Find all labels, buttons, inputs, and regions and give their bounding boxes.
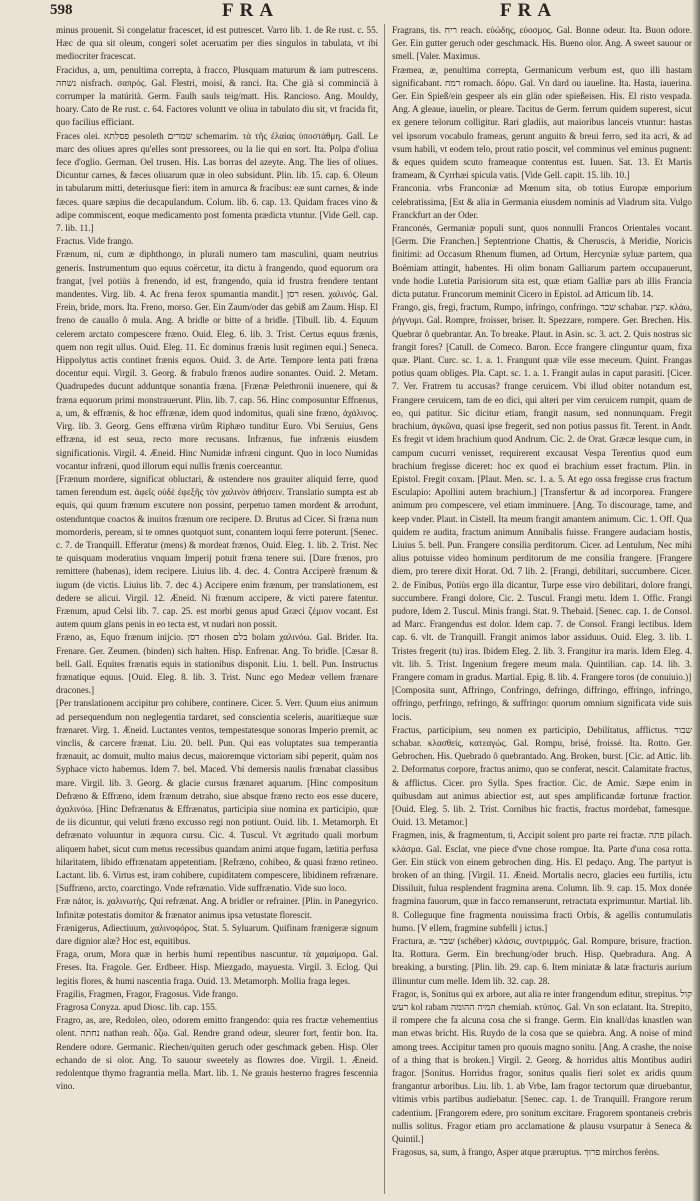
- entry-fracidus: Fracidus, a, um, penultima correpta, à fracco, Plusquam maturum & iam putrescens. נשחה nisfrach. σαπρός. Gal. Flestri, moisi, & ranci. Ita. Che già si comminciä à corrumper la matúrità. Germ. Faulh sauls teig/matt. His. Rancioso. Ang. Mouldy, hoary. Cato de Re rust. c. 64. Factores voluntt ve oliua in tabulato diu sit, vt fracida fit, quo facilius efficiant.: [56, 64, 378, 128]
- entry-fragosus: Fragosus, sa, sum, à frango, Asper atque præruptus. פרוך mirchos ferèns.: [392, 1147, 660, 1158]
- entry-frænum: Frænum, ni, cum æ diphthongo, in plurali numero tam masculini, quam neutrius generis. Instrumentum quo equus coërcetur, ita dictu à frangendo, quod equorum ora frangat, [vel potiùs à frenendo, id est, frangendo, quia id frustra frendere tentant mandentes. Virg. lib. 4. Ac frena ferox spumantia mandit.] רסן resen. χαλινός. Gal. Frein, bride, mors. Ita. Freno, morso. Ger. Ein Zaum/oder das gebiß am Zaum. Hisp. El freno de cauallo ô mula. Ang. A bridle or bitte of a bridle. [Tibull. lib. 4. Equum celerem arctato compescere fræno. Ouid. Eleg. 6. lib. 3. Trist. Certus equus frænis, quem non regit ullus. Ouid. Eleg. 11. Ec dominus frænis lusit regimen equi.] Seneca. Hippolytus actis continet frænis equos. Ouid. 3. de Arte. Tempore lenta pati fræna docentur equi. Virgil. 3. Georg. & frabulo frænos audire sonantes. Ouid. 2. Metam. Quadrupedes ducunt adduntque sonantia fræna. [Frænæ Pelethronii inuenere, qui & fræna equorum primi monstrauerunt. Plin. lib. 7. cap. 56. Hinc composuntur Effrænus, a, um, & effrænis, & hoc effrænæ, idem quod indomitus, quali sine fræno, ἀχάλινος. Virg. lib. 3. Georg. Gens effræna virûm Riphæo tunditur Euro. Vbi Seruius, Gens effræna, id est seua, recto more recusans. Infrænus, fue infrænis eiusdem significationis. Virgil. 4. Æneid. Hinc Numidæ infræni cingunt. Quo in loco Numidas vocantur infræni, quod illorum equi nullis frænis coerceantur.: [56, 249, 378, 471]
- running-head-left: FRA: [222, 0, 280, 21]
- right-column: [392, 24, 692, 1196]
- entry-fragrosa: Fragrosa Conyza. apud Diosc. lib. cap. 155.: [56, 1002, 218, 1013]
- entry-fragro: Fragro, as, are, Redoleo, oleo, odorem emitto frangendo: quia res fractæ vehementius olent. נחתה nathan reah. ὄζω. Gal. Rendre grand odeur, sleurer fort, fentir bon. Ita. Rendere odore. Germanic. Riechen/quiten geruch oder geschmack geben. Hisp. Oler echando de si olor. Ang. To sauour sweetely as flowres doe. Virgil. 1. Æneid. redolentque thymo fragrantia mella. Mart. lib. 1. Ne grauis hesterno fragres fescennia vino.: [56, 1015, 378, 1092]
- entry-minus: minus prouenit. Si congelatur fracescet, id est putrescet. Varro lib. 1. de Re rust. c. 55. Hæc de qua sit oleum, congeri solet aceruatim per dies singulos in tabulata, vt ibi mediocriter fracescat.: [56, 25, 378, 62]
- entry-fraga: Fraga, orum, Mora quæ in herbis humi repentibus nascuntur. τὰ χαμαίμορα. Gal. Freses. Ita. Fragole. Ger. Erdbeer. Hisp. Miezgado, mayuesta. Virgil. 3. Eclog. Qui legitis flores, & humi nascentia fraga. Ouid. 13. Metamorph. Mollia fraga leges.: [56, 949, 378, 986]
- entry-fractus-participium: Fractus, participium, seu nomen ex participio, Debilitatus, afflictus. שבור schabar. κλασθείς, κατεαγώς. Gal. Rompu, brisé, froissé. Ita. Rotto. Ger. Gebrochen. His. Quebrado ô quebrantado. Ang. Broken, burst. [Cic. ad Attic. lib. 2. Deformatus corpore, fractus animo, quo se conferat, nescit. Calamitate fractus, & afflictus. Cicer. pro Sylla. Spes fractior. Cic. de Amic. Sæpe enim in quibusdam aut animus abiectior est, aut spes amplificandæ fortunæ fractior. [Ouid. Eleg. 5. lib. 2. Trist. Cornibus hic fractis, fractus mordebat, famesque. Ouid. 13. Metamor.]: [392, 724, 692, 828]
- entry-fractus: Fractus. Vide frango.: [56, 236, 134, 247]
- entry-francones: Franconés, Germaniæ populi sunt, quos nonnulli Francos Orientales vocant. [Germ. Die Franchen.] Septentrione Chattis, & Cheruscis, à Meridie, Noricis finitimi: ad Occasum Rhenum flumen, ad Ortum, Hercyniæ syluæ partem, qua Boëmiam attingit, habentes. Hi olim bonam Galliarum partem occupauerunt, vnde hodie Lutetia Parisiorum sita est, quæ etiam Galliæ pars ab illis Francia dicta putatur. Francorum meminit Cicero in Epistol. ad Atticum lib. 14.: [392, 223, 692, 300]
- running-head-right: FRA: [500, 0, 558, 21]
- entry-fragmen: Fragmen, inis, & fragmentum, ti, Accipit solent pro parte rei fractæ. פתה pilach. κλάσμα. Gal. Esclat, vne piece d'vne chose rompue. Ita. Parte d'una cosa rotta. Ger. Ein stück von einem gebrochen ding. His. El pedaço. Ang. The partyut is broken of an thing. [Virgil. 11. Æneid. Mortalis necro, glacies eeu furtilis, ictu Dissiluit, fulua resplendent fragmina arena. Column. lib. 9. cap. 15. Mox donée fragmina fauorum, quæ in facco remanserunt, retractata exprimuntur. Martial. lib. 8. Colleguque fine fragmenta nouissima fracti Orbis, & agellis contumulatis humo. [V ellem, fragmine subfelli j ictus.]: [392, 830, 692, 933]
- entry-frænator: Fræ nátor, is. χαλινωτὴς. Qui refrænat. Ang. A bridler or refrainer. [Plin. in Panegyrico. Infinitæ potestatis domitor & frænator animus ipsa vetustate florescit.: [56, 896, 378, 920]
- entry-fræno-translatio: [Per translationem accipitur pro cohibere, continere. Cicer. 5. Verr. Quum eius animum ad persequendum non neglegentia tardaret, sed conscientia sceleris, auaritiæque suæ frænaret. Virg. 1. Æneid. Luctantes ventos, tempestatesque sonoras Imperio premit, ac vinclis, & carcere frænat. Liu. 20. bell. Pun. Qui eas voluptates sua temperantia frænauit, ac domuit, multo maius decus, maioremque victoriam sibi peperit, quàm nos Syphace victo habemus. Idem 7. bel. Maced. Vbi demersis naulis frænabat classibus mare. Virgil. lib. 3. Georg. & glacie cursus frænaret aquarum. [Hinc compositum Defræno & Effræno, idem frænum detraho, siue absque fræno recto eos esse ducere, ἀχαλινόω. [Hinc Defrænatus & Effrænatus, participia siue nomina ex participio, quæ de iis dicuntur, qui veluti fræno excusso regi non potiunt. Ouid. lib. 1. Metamorph. Et defrænato voluuntur in æquora cursu. Cic. 4. Tuscul. Vt ægritudo quali morbum aliquem habet, sicut cum metus recessibus quandam animi atque fugam, lætitia perfusa hilaritatem, libido effrænatam appetentiam. [Refræno, cohibeo, & quasi fræno retineo. Lactant. lib. 6. Virtus est, iram cohibere, cupiditatem compescere, libidinem refrænare. [Suffræno, arcto, coarctingo. Vnde refrænatio. Vide suffrænatio. Vide suo loco.: [56, 698, 378, 894]
- entry-fraces: Fraces olei. פסלתא pesoleth שמרים schemarim. τὰ τῆς ἐλαίας ὑποστάθμη. Gall. Le marc des oliues apres qu'elles sont pressorees, ou la lie qui en sort. Ita. Polpa d'oliua fece d'oglio. German. Oel trusen. His. Las borras del azeyte. Ang. The lies of oliues. Dicuntur carnes, & fæces oliuarum quæ in oleo subsidunt. Plin. lib. 15. cap. 6. Oleum in tabularum mitti, deteriusque fieri: item in amurca & fracibus: eæ sunt carnes, & inde fæces. quare sæpius die decapulandum. Colum. lib. 6. cap. 13. Quidam fraces vino & adipe commiscent, eoque medicamento post fomenta prædicta vtuntur. [Vide Gell. cap. 7. lib. 11.]: [56, 130, 378, 234]
- entry-fractura: Fractura, æ. שבר (schéber) κλάσις, συντριμμός. Gal. Rompure, brisure, fraction. Ita. Rottura. Germ. Ein brechung/oder bruch. Hisp. Quebradura. Ang. A breaking, a bursting. [Plin. lib. 29. cap. 6. Item miniatæ & latæ fracturis aurium illinuntur cum melle. Idem lib. 32. cap. 28.: [392, 936, 692, 986]
- entry-frango: Frango, gis, fregi, fractum, Rumpo, infringo, confringo. שבר schabar. קצץ. κλάω, ῥήγνυμι. Gal. Rompre, froisser, briser. It. Spezzare, rompere. Ger. Brechen. His. Quebrar ô quebrantar. An. To breake. Plaut. in Asin. sc. 3. act. 2. Quis nostras sic frangit fores? [Catull. de Comeco. Baron. Ecce frangere clinguntur quam, fixa quæ. Plant. Curc. sc. 1. a. 1. Frangunt quæ vile esse meceum. Quint. Frangas potius quam obliges. Pla. Capt. sc. 1. a. 1. Frangit aulas in caput parasiti. [Cicer. 7. Ver. Fratrem tu accusas? frange ceruicem. Vbi illud obiter notandum est, Frangere ceruicem, tam de eo dici, qui alteri per vim ceruicem rumpit, quam de eo, qui patitur. Sic dicitur etiam, frangit nasum, sed nonnunquam. Fregit brachium, ἀγκῶνα, quasi ipse fregerit, sed non potius passus fit. Terent. in Andr. Es fregit vt idem brachium quod Andrum. Cic. 2. de Orat. Græcæ lesque cum, in campum cucurri venisset, requirerent excausat Vespa Terentius quod eum brachium fregisse diceret: hoc ex quod ei brachium esset fractum. Plin. in Epistol. Fregit coxam. [Plaut. Men. sc. 1. a. 5. At ego ossa fregisse crus fractum Esculapio: Apollini autem brachium.] [Transfertur & ad incorporea. Frangere animum pro compescere, vel etiam imminuere. [Ang. To discourage, tame, and keep vnder. Plaut. in Cistell. Ita meum frangit amantem animum. Cic. 1. Off. Qua quidem re audita, fractum animum Annibalis fuisse. Frangere audaciam hostis, Liuius 5. bell. Pun. Frangere consilia perditorum. Cicer. ad Lentulum, Nec mihi alius potuisse video hominum perditorum de me consilia frangere. [Frangere diem, pro terere dixit Horat. Od. 7 lib. 2. [Frangi, debilitari, succumbere. Cicer. 2. de Finibus, Potiùs ergo illa dicantur, Turpe esse viro debilitari, dolore frangi, succumbere. Frangi dolore, Cic. 2. Tuscul. Frangi metu. Idem 1. Offic. Frangi pudore, Idem 2. Tuscul. Minis frangi. Stat. 9. Thebaid. [Senec. cap. 1. de Consol. ad Marc. Frangendus est dolor. Idem cap. 7. de Consol. Frangi lectibus. Idem cap. 6. vlt. de Tranquill. Frangit animos labor assiduus. Ouid. Eleg. 3. lib. 1. Tristes fregerit (tu) iras. Ibidem Eleg. 2. lib. 3. Frangitur ira maris. Idem Eleg. 4. vlt. lib. 5. Trist. Ingenium fregere meum mala. Quintilian. cap. 14. lib. 3. Frangere comam in gradus. Martial. Epig. 8. lib. 4. Frangere toros (de conuiuio.)]: [392, 302, 692, 682]
- left-column: [56, 24, 378, 1196]
- entry-franconia: Franconia. vrbs Franconiæ ad Mœnum sita, ob totius Europæ emporium celebratissima, [Est & alia in Germania eiusdem nominis ad Viadrum sita. Vulgo Franckfurt an der Oder.: [392, 183, 692, 220]
- entry-fragilis: Fragilis, Fragmen, Fragor, Fragosus. Vide frango.: [56, 988, 239, 999]
- column-divider: [384, 24, 385, 1194]
- entry-frænigerus: Frænigerus, Adiectiuum, χαλινοφόρος. Stat. 5. Syluarum. Quifinam frænigeræ signum dare dignior alæ? Hoc est, equitibus.: [56, 922, 378, 947]
- page-number: 598: [50, 2, 73, 18]
- entry-fræno: Fræno, as, Equo frænum inijcio. רסן rhosen בלם bolam χαλινόω. Gal. Brider. Ita. Frenare. Ger. Zeumen. (binden) sich halten. Hisp. Enfrenar. Ang. To bridle. [Cæsar 8. bell. Gall. Equites frænatis equis in stationibus disponit. Liu. 1. bell. Pun. Instructus frænatique equus. [Ouid. Eleg. 8. lib. 3. Trist. Nunc ego Medeæ vellem frænare dracones.]: [56, 632, 378, 696]
- entry-framea: Fræmea, æ, penultima correpta, Germanicum verbum est, quo illi hastam significabant. רמח romach. δόρυ. Gal. Vn dard ou iaueline. Ita. Hasta, iauerina. Ger. Ein Spieß/ein gespeer als ein glän oder spießeisen. His. El risto vespada. Ang. A gleaue, iauelin, or pleare. Tacitus de Germ. ferrum quidem superest, sicut ex genere telorum colligitur. Rari gladiis, aut maioribus lanceis vtuntur: hastas vel ipsorum vocabulo frameas, gerunt anguito & breui ferro, sed ita acri, & ad vsum habili, vt eodem telo, prout ratio poscit, vel comminus vel eminus pugnent: & eques quidem scuto frameaque contentus est. Iuuen. Sat. 13. Et Martis frameam, & Cyrrhæi spicula vatis. [Vide Gell. capit. 15. lib. 10.]: [392, 64, 692, 181]
- page-header: [0, 0, 700, 22]
- entry-fragor: Fragor, is, Sonitus qui ex arbore, aut alia re inter frangendum editur, strepitus. קול רעש kol rabam המיה ההומה chemiah. κτύπος. Gal. Vn son eclatant. Ita. Strepito, il rompere che fa alcuna cosa che si frange. Germ. Ein knall/das knastlen wan man etwas bricht. His. Ruydo de la cosa que se quiebra. Ang. A noise of mind among trees. Accipitur tamen pro quouis magno sonitu. [Ang. A crashe, the noise of a thing that is broken.] Virgil. 2. Georg. & horridus altis Montibus audiri fragor. [Sonitus. Horridus fragor, sonitus qualis fieri solet ex aridis quum frangantur arboribus. Liu. lib. 1. ab Vrbe, Iam fragor tectorum quæ diruebantur, vltimis vrbis partibus audiebatur. [Senec. cap. 1. de Tranquill. Frangore rerum cadentium. [Frangorem edere, pro sonitum excitare. Fragorem spontaneis crebris nullis solitus. Fragor etiam pro acclamatione & plausu vsurpatur à Seneca & Quintil.]: [392, 988, 692, 1145]
- binding-shadow: [692, 0, 700, 1201]
- entry-fragrans: Fragrans, tis. ריח reach. εὐώδης, εὐοσμος. Gal. Bonne odeur. Ita. Buon odore. Ger. Ein gutter geruch oder geschmack. His. Bueno olor. Ang. A sweet sauour or smell. [Valer. Maximus.: [392, 25, 692, 62]
- entry-composita: [Composita sunt, Affringo, Confringo, defringo, diffringo, effringo, infringo, offringo, perfringo, refringo, & suffringo: quorum omnium significata vide suis locis.: [392, 685, 692, 722]
- entry-frænum-mordere: [Frænum mordere, significat obluctari, & ostendere nos grauiter aliquid ferre, quod tamen ferendum est. ἀφεῖς οὐδὲ ἐφεξῆς τὸν χαλινὸν ἀθήσειν. Translatio sumpta est ab equis, qui quum frænum excutere non possint, perpetuo tamen mordent & arrodunt, ostenduntque coactos & inuitos frænum ore recipere. D. Brutus ad Cicer. Si fræna num momorderis, peream, si te omnes quotquot sunt, conantem loqui ferre poterunt. [Senec. c. 7. de Tranquill. Efferatur (mens) & mordeat frænos, Ouid. Eleg. 1. lib. 2. Trist. Nec te quisquam moderatius vnquam Imperij potuit fræna tenere sui. [Dare frænos, pro remittere (habenas), idem recipere. Liuius lib. 4. dec. 4. Contra Acciperè frænum & iugum (de victis. Liuius lib. 7. dec 4.) Accipere enim frænum, per translationem, est dedere se alicui. Virgil. 12. Æneid. Ni frænum accipere, & victi parere fatentur. Frænum, apud Celsi lib. 7. cap. 25. est morbi genus apud Græci ζέμιον vocant. Est autem quum glans penis in eo tecta est, vt nudari non possit.: [56, 473, 378, 630]
